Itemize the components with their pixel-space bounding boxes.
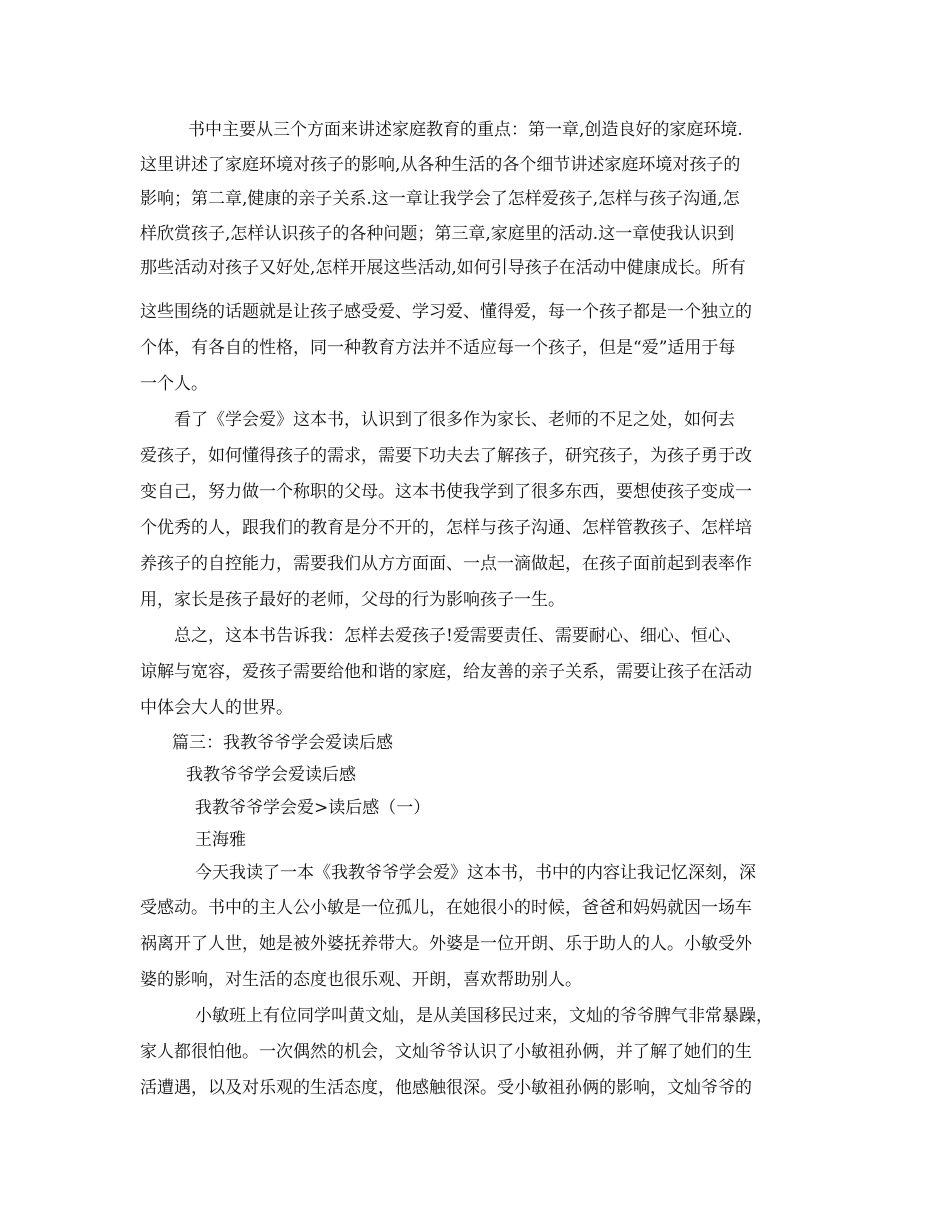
text-line: 祸离开了人世，她是被外婆抚养带大。外婆是一位开朗、乐于助人的人。小敏受外: [140, 934, 752, 954]
text-line: 爱孩子，如何懂得孩子的需求，需要下功夫去了解孩子，研究孩子，为孩子勇于改: [140, 446, 752, 466]
text-line: 养孩子的自控能力，需要我们从方方面面、一点一滴做起，在孩子面前起到表率作: [140, 554, 752, 574]
article-title: 我教爷爷学会爱读后感: [186, 765, 356, 785]
text-line: 这些围绕的话题就是让孩子感受爱、学习爱、懂得爱，每一个孩子都是一个独立的: [140, 302, 752, 322]
text-line: 影响；第二章,健康的亲子关系.这一章让我学会了怎样爱孩子,怎样与孩子沟通,怎: [140, 189, 740, 209]
text-line: 小敏班上有位同学叫黄文灿，是从美国移民过来，文灿的爷爷脾气非常暴躁，: [195, 1006, 773, 1026]
text-line: 谅解与宽容，爱孩子需要给他和谐的家庭，给友善的亲子关系，需要让孩子在活动: [140, 662, 752, 682]
text-line: 活遭遇，以及对乐观的生活态度，他感触很深。受小敏祖孙俩的影响，文灿爷爷的: [140, 1078, 752, 1098]
author-name: 王海雅: [195, 830, 246, 850]
text-line: 书中主要从三个方面来讲述家庭教育的重点：第一章,创造良好的家庭环境.: [188, 120, 743, 140]
text-line: 一个人。: [140, 374, 208, 394]
text-line: 用，家长是孩子最好的老师，父母的行为影响孩子一生。: [140, 590, 565, 610]
text-line: 总之，这本书告诉我：怎样去爱孩子!爱需要责任、需要耐心、细心、恒心、: [174, 626, 742, 646]
text-line: 那些活动对孩子又好处,怎样开展这些活动,如何引导孩子在活动中健康成长。所有: [140, 258, 746, 278]
text-line: 这里讲述了家庭环境对孩子的影响,从各种生活的各个细节讲述家庭环境对孩子的: [140, 155, 741, 175]
text-line: 受感动。书中的主人公小敏是一位孤儿，在她很小的时候，爸爸和妈妈就因一场车: [140, 898, 752, 918]
text-line: 个优秀的人，跟我们的教育是分不开的，怎样与孩子沟通、怎样管教孩子、怎样培: [140, 518, 752, 538]
section-heading: 篇三：我教爷爷学会爱读后感: [172, 733, 393, 753]
text-line: 家人都很怕他。一次偶然的机会，文灿爷爷认识了小敏祖孙俩，并了解了她们的生: [140, 1042, 752, 1062]
text-line: 样欣赏孩子,怎样认识孩子的各种问题；第三章,家庭里的活动.这一章使我认识到: [140, 224, 735, 244]
text-line: 个体，有各自的性格，同一种教育方法并不适应每一个孩子，但是“爱”适用于每: [140, 338, 736, 358]
text-line: 今天我读了一本《我教爷爷学会爱》这本书，书中的内容让我记忆深刻，深: [195, 863, 756, 883]
article-subtitle: 我教爷爷学会爱>读后感（一）: [195, 798, 431, 818]
text-line: 看了《学会爱》这本书，认识到了很多作为家长、老师的不足之处，如何去: [174, 410, 735, 430]
text-line: 中体会大人的世界。: [140, 698, 293, 718]
text-line: 变自己，努力做一个称职的父母。这本书使我学到了很多东西，要想使孩子变成一: [140, 482, 752, 502]
text-line: 婆的影响，对生活的态度也很乐观、开朗，喜欢帮助别人。: [140, 970, 582, 990]
